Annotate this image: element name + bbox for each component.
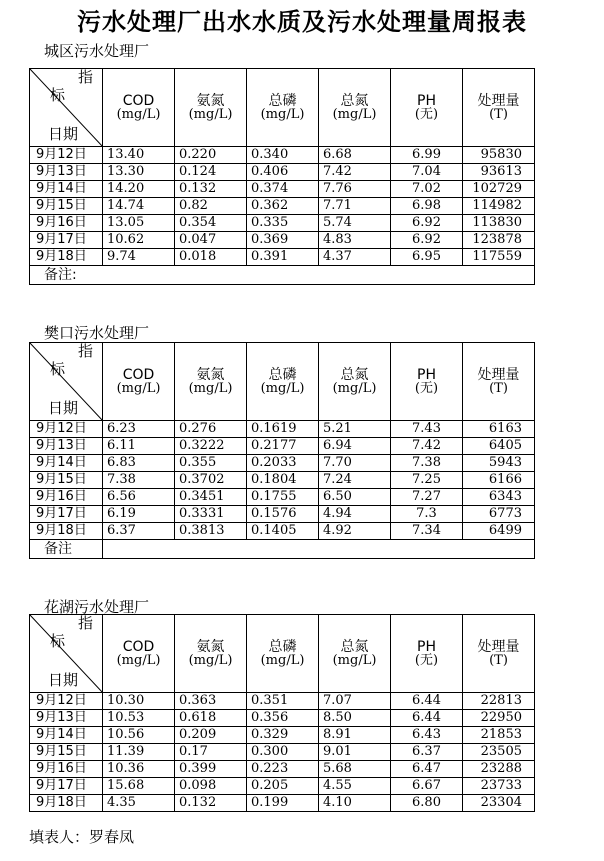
value-cell: 23505 [463, 744, 535, 761]
column-header [247, 69, 319, 147]
column-name: PH [417, 638, 436, 655]
value-cell: 6.68 [319, 147, 391, 164]
table-row [30, 232, 535, 249]
value-cell: 6.44 [391, 710, 463, 727]
corner-label-bottom: 日期 [48, 125, 79, 143]
water-quality-table [29, 342, 535, 559]
note-row [30, 266, 535, 285]
value-cell: 0.1755 [247, 489, 319, 506]
header-row [30, 69, 535, 147]
corner-label-mid: 标 [50, 632, 66, 650]
date-cell: 9月18日 [30, 523, 103, 540]
value-cell: 23288 [463, 761, 535, 778]
table-row [30, 249, 535, 266]
value-cell: 6.23 [103, 421, 175, 438]
column-header [391, 69, 463, 147]
column-header [175, 69, 247, 147]
corner-label-top: 指 [78, 614, 94, 632]
value-cell: 0.098 [175, 778, 247, 795]
header-row [30, 615, 535, 693]
value-cell: 0.369 [247, 232, 319, 249]
value-cell: 7.38 [103, 472, 175, 489]
column-name: 处理量 [477, 92, 520, 109]
value-cell: 0.391 [247, 249, 319, 266]
value-cell: 0.1405 [247, 523, 319, 540]
date-cell: 9月14日 [30, 181, 103, 198]
value-cell: 7.25 [391, 472, 463, 489]
value-cell: 22950 [463, 710, 535, 727]
value-cell: 8.50 [319, 710, 391, 727]
column-unit: (mg/L) [116, 380, 161, 396]
value-cell: 0.399 [175, 761, 247, 778]
column-header [319, 69, 391, 147]
column-unit: (mg/L) [332, 106, 377, 122]
value-cell: 6163 [463, 421, 535, 438]
date-cell: 9月13日 [30, 164, 103, 181]
value-cell: 6.83 [103, 455, 175, 472]
date-cell: 9月15日 [30, 472, 103, 489]
column-name: 处理量 [477, 366, 520, 383]
table-row [30, 472, 535, 489]
corner-label-bottom: 日期 [48, 671, 79, 689]
corner-label-mid: 标 [50, 86, 66, 104]
column-unit: (T) [489, 652, 508, 668]
column-unit: (mg/L) [188, 380, 233, 396]
table-row [30, 455, 535, 472]
water-quality-table [29, 68, 535, 285]
value-cell: 14.74 [103, 198, 175, 215]
column-unit: (mg/L) [116, 652, 161, 668]
value-cell: 5.68 [319, 761, 391, 778]
column-header [319, 615, 391, 693]
corner-label-bottom: 日期 [48, 399, 79, 417]
value-cell: 7.04 [391, 164, 463, 181]
column-name: 总磷 [268, 366, 297, 383]
date-cell: 9月15日 [30, 744, 103, 761]
value-cell: 93613 [463, 164, 535, 181]
column-unit: (无) [414, 106, 439, 122]
column-unit: (无) [414, 652, 439, 668]
corner-label-top: 指 [78, 342, 94, 360]
value-cell: 0.3702 [175, 472, 247, 489]
table-row [30, 761, 535, 778]
value-cell: 5943 [463, 455, 535, 472]
column-name: 氨氮 [196, 92, 225, 109]
table-row [30, 198, 535, 215]
column-header [391, 343, 463, 421]
value-cell: 6.94 [319, 438, 391, 455]
value-cell: 0.3331 [175, 506, 247, 523]
date-cell: 9月14日 [30, 727, 103, 744]
column-unit: (mg/L) [260, 106, 305, 122]
table-row [30, 506, 535, 523]
date-cell: 9月18日 [30, 795, 103, 812]
value-cell: 7.43 [391, 421, 463, 438]
value-cell: 0.3813 [175, 523, 247, 540]
value-cell: 0.276 [175, 421, 247, 438]
value-cell: 0.018 [175, 249, 247, 266]
value-cell: 4.94 [319, 506, 391, 523]
note-label: 备注: [30, 266, 535, 285]
value-cell: 15.68 [103, 778, 175, 795]
value-cell: 10.53 [103, 710, 175, 727]
value-cell: 0.1576 [247, 506, 319, 523]
value-cell: 10.56 [103, 727, 175, 744]
corner-label-top: 指 [78, 68, 94, 86]
value-cell: 0.374 [247, 181, 319, 198]
value-cell: 6.47 [391, 761, 463, 778]
note-row [30, 540, 535, 559]
column-name: 总磷 [268, 92, 297, 109]
date-cell: 9月17日 [30, 232, 103, 249]
value-cell: 7.27 [391, 489, 463, 506]
value-cell: 4.55 [319, 778, 391, 795]
value-cell: 6773 [463, 506, 535, 523]
value-cell: 4.92 [319, 523, 391, 540]
column-name: PH [417, 366, 436, 383]
value-cell: 0.223 [247, 761, 319, 778]
value-cell: 0.351 [247, 693, 319, 710]
column-unit: (mg/L) [260, 652, 305, 668]
report-title: 污水处理厂出水水质及污水处理量周报表 [77, 7, 527, 36]
value-cell: 10.36 [103, 761, 175, 778]
value-cell: 0.2033 [247, 455, 319, 472]
value-cell: 13.05 [103, 215, 175, 232]
value-cell: 11.39 [103, 744, 175, 761]
value-cell: 6499 [463, 523, 535, 540]
note-value [103, 540, 535, 559]
value-cell: 0.205 [247, 778, 319, 795]
table-row [30, 181, 535, 198]
value-cell: 4.10 [319, 795, 391, 812]
column-unit: (T) [489, 106, 508, 122]
value-cell: 9.01 [319, 744, 391, 761]
value-cell: 0.354 [175, 215, 247, 232]
value-cell: 0.1804 [247, 472, 319, 489]
value-cell: 6.37 [391, 744, 463, 761]
column-name: COD [122, 366, 155, 383]
header-row [30, 343, 535, 421]
value-cell: 114982 [463, 198, 535, 215]
column-name: 总磷 [268, 638, 297, 655]
table-row [30, 693, 535, 710]
value-cell: 6.92 [391, 232, 463, 249]
value-cell: 0.124 [175, 164, 247, 181]
value-cell: 4.35 [103, 795, 175, 812]
value-cell: 7.3 [391, 506, 463, 523]
value-cell: 0.335 [247, 215, 319, 232]
value-cell: 0.356 [247, 710, 319, 727]
column-unit: (mg/L) [188, 106, 233, 122]
column-name: 处理量 [477, 638, 520, 655]
value-cell: 7.38 [391, 455, 463, 472]
table-row [30, 795, 535, 812]
date-cell: 9月12日 [30, 421, 103, 438]
value-cell: 113830 [463, 215, 535, 232]
value-cell: 6.95 [391, 249, 463, 266]
date-cell: 9月12日 [30, 147, 103, 164]
table-row [30, 744, 535, 761]
value-cell: 6.80 [391, 795, 463, 812]
value-cell: 0.363 [175, 693, 247, 710]
date-cell: 9月13日 [30, 710, 103, 727]
value-cell: 0.209 [175, 727, 247, 744]
table-row [30, 164, 535, 181]
value-cell: 0.047 [175, 232, 247, 249]
value-cell: 10.62 [103, 232, 175, 249]
column-unit: (mg/L) [116, 106, 161, 122]
value-cell: 102729 [463, 181, 535, 198]
value-cell: 95830 [463, 147, 535, 164]
table-row [30, 489, 535, 506]
column-name: 总氮 [340, 366, 369, 383]
value-cell: 0.329 [247, 727, 319, 744]
value-cell: 0.82 [175, 198, 247, 215]
date-cell: 9月13日 [30, 438, 103, 455]
value-cell: 0.300 [247, 744, 319, 761]
value-cell: 0.17 [175, 744, 247, 761]
value-cell: 7.71 [319, 198, 391, 215]
value-cell: 7.42 [391, 438, 463, 455]
value-cell: 0.2177 [247, 438, 319, 455]
value-cell: 6.92 [391, 215, 463, 232]
column-unit: (mg/L) [260, 380, 305, 396]
filler-name: 填表人：罗春凤 [29, 828, 135, 846]
corner-header-cell [30, 69, 103, 147]
value-cell: 7.24 [319, 472, 391, 489]
plant-name: 城区污水处理厂 [44, 42, 150, 60]
column-header [175, 615, 247, 693]
column-header [103, 343, 175, 421]
value-cell: 14.20 [103, 181, 175, 198]
date-cell: 9月12日 [30, 693, 103, 710]
column-header [247, 343, 319, 421]
value-cell: 0.1619 [247, 421, 319, 438]
date-cell: 9月17日 [30, 778, 103, 795]
value-cell: 8.91 [319, 727, 391, 744]
value-cell: 7.02 [391, 181, 463, 198]
corner-header-cell [30, 343, 103, 421]
value-cell: 0.199 [247, 795, 319, 812]
value-cell: 6.56 [103, 489, 175, 506]
value-cell: 7.70 [319, 455, 391, 472]
value-cell: 23304 [463, 795, 535, 812]
value-cell: 0.132 [175, 795, 247, 812]
value-cell: 0.355 [175, 455, 247, 472]
value-cell: 6.98 [391, 198, 463, 215]
corner-header-cell [30, 615, 103, 693]
value-cell: 0.220 [175, 147, 247, 164]
value-cell: 123878 [463, 232, 535, 249]
value-cell: 6.50 [319, 489, 391, 506]
value-cell: 6166 [463, 472, 535, 489]
value-cell: 0.618 [175, 710, 247, 727]
plant-name: 樊口污水处理厂 [44, 324, 150, 342]
date-cell: 9月18日 [30, 249, 103, 266]
column-header [463, 615, 535, 693]
value-cell: 0.132 [175, 181, 247, 198]
column-header [103, 615, 175, 693]
value-cell: 5.74 [319, 215, 391, 232]
value-cell: 6.11 [103, 438, 175, 455]
plant-name: 花湖污水处理厂 [44, 598, 150, 616]
value-cell: 6.44 [391, 693, 463, 710]
table-row [30, 438, 535, 455]
table-row [30, 147, 535, 164]
value-cell: 10.30 [103, 693, 175, 710]
date-cell: 9月16日 [30, 215, 103, 232]
column-header [103, 69, 175, 147]
value-cell: 0.3451 [175, 489, 247, 506]
value-cell: 5.21 [319, 421, 391, 438]
value-cell: 0.3222 [175, 438, 247, 455]
value-cell: 4.37 [319, 249, 391, 266]
column-name: 氨氮 [196, 638, 225, 655]
date-cell: 9月17日 [30, 506, 103, 523]
column-name: COD [122, 638, 155, 655]
column-unit: (mg/L) [332, 652, 377, 668]
column-name: 总氮 [340, 92, 369, 109]
corner-label-mid: 标 [50, 360, 66, 378]
column-name: PH [417, 92, 436, 109]
column-name: 氨氮 [196, 366, 225, 383]
value-cell: 23733 [463, 778, 535, 795]
table-row [30, 727, 535, 744]
column-header [391, 615, 463, 693]
column-header [175, 343, 247, 421]
value-cell: 9.74 [103, 249, 175, 266]
value-cell: 0.362 [247, 198, 319, 215]
value-cell: 7.07 [319, 693, 391, 710]
value-cell: 117559 [463, 249, 535, 266]
column-unit: (mg/L) [332, 380, 377, 396]
date-cell: 9月14日 [30, 455, 103, 472]
value-cell: 6343 [463, 489, 535, 506]
value-cell: 6.43 [391, 727, 463, 744]
value-cell: 0.340 [247, 147, 319, 164]
table-row [30, 215, 535, 232]
value-cell: 6405 [463, 438, 535, 455]
value-cell: 6.67 [391, 778, 463, 795]
column-name: 总氮 [340, 638, 369, 655]
column-header [463, 343, 535, 421]
table-row [30, 421, 535, 438]
column-unit: (T) [489, 380, 508, 396]
note-label: 备注 [30, 540, 103, 559]
value-cell: 6.37 [103, 523, 175, 540]
column-header [319, 343, 391, 421]
column-name: COD [122, 92, 155, 109]
date-cell: 9月15日 [30, 198, 103, 215]
table-row [30, 778, 535, 795]
value-cell: 7.42 [319, 164, 391, 181]
value-cell: 21853 [463, 727, 535, 744]
value-cell: 7.76 [319, 181, 391, 198]
table-row [30, 710, 535, 727]
table-row [30, 523, 535, 540]
value-cell: 13.40 [103, 147, 175, 164]
value-cell: 7.34 [391, 523, 463, 540]
date-cell: 9月16日 [30, 761, 103, 778]
date-cell: 9月16日 [30, 489, 103, 506]
value-cell: 22813 [463, 693, 535, 710]
value-cell: 4.83 [319, 232, 391, 249]
value-cell: 0.406 [247, 164, 319, 181]
column-unit: (无) [414, 380, 439, 396]
column-header [463, 69, 535, 147]
column-unit: (mg/L) [188, 652, 233, 668]
value-cell: 13.30 [103, 164, 175, 181]
value-cell: 6.99 [391, 147, 463, 164]
water-quality-table [29, 614, 535, 812]
value-cell: 6.19 [103, 506, 175, 523]
column-header [247, 615, 319, 693]
